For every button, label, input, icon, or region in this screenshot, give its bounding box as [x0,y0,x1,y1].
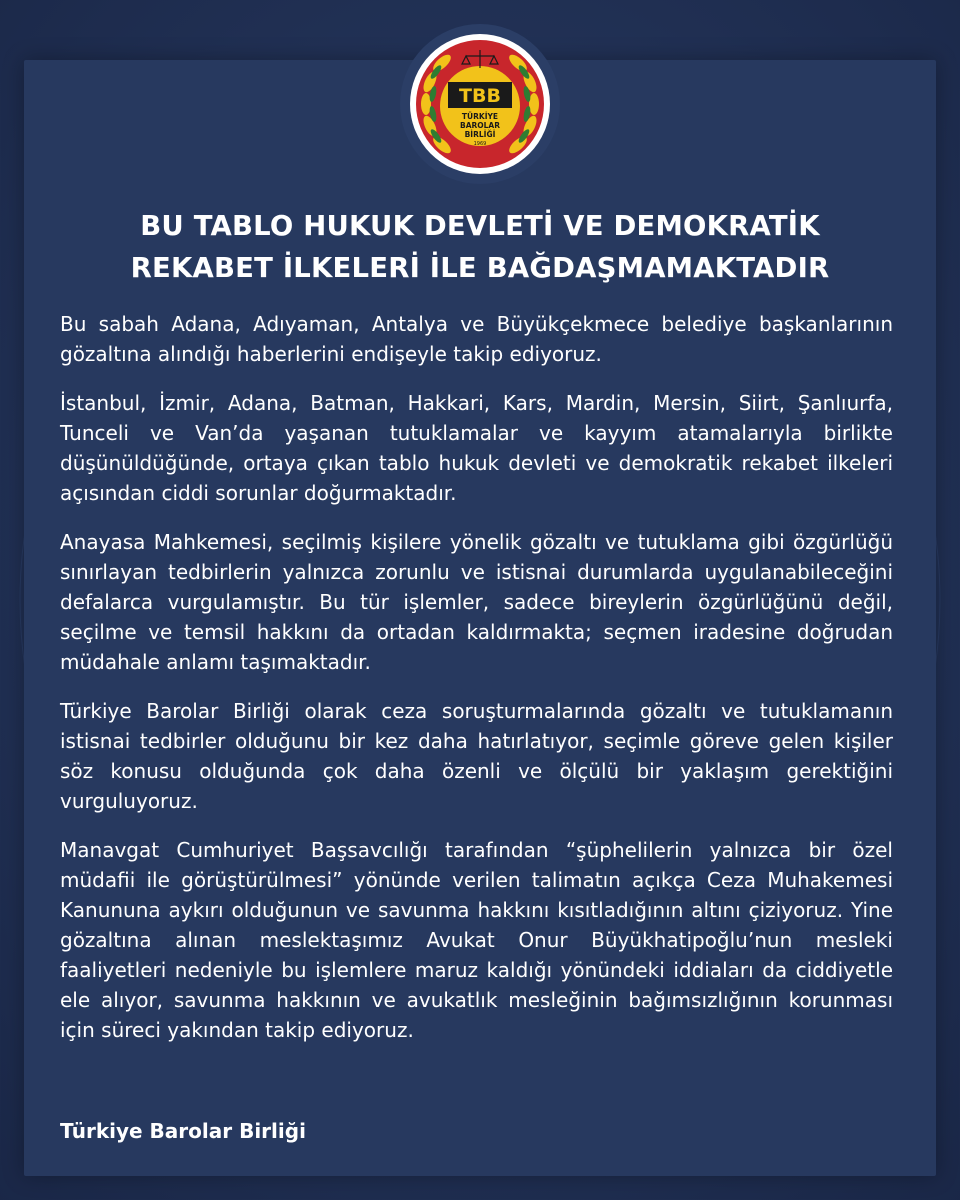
logo-text-line-2: BAROLAR [459,121,501,130]
logo-text-line-1: TÜRKİYE [461,112,499,121]
statement-body [60,309,893,1064]
paragraph-4: Türkiye Barolar Birliği olarak ceza soruşturmalarında gözaltı ve tutuklamanın istisnai tedbirler olduğunu bir kez daha hatırlatıyor, seçimle göreve gelen kişiler söz konusu olduğunda çok daha özenli ve ölçülü bir yaklaşım gerektiğini vurguluyoruz. [60,699,893,813]
title-line-1: BU TABLO HUKUK DEVLETİ VE DEMOKRATİK [140,210,820,242]
paragraph-2: İstanbul, İzmir, Adana, Batman, Hakkari, Kars, Mardin, Mersin, Siirt, Şanlıurfa, Tunceli ve Van’da yaşanan tutuklamalar ve kayyım atamalarıyla birlikte düşünüldüğünde, ortaya çıkan tablo hukuk devleti ve demokratik rekabet ilkeleri açısından ciddi sorunlar doğurmaktadır. [60,391,893,505]
paragraph-5: Manavgat Cumhuriyet Başsavcılığı tarafından “şüphelilerin yalnızca bir özel müdafii ile görüştürülmesi” yönünde verilen talimatın açıkça Ceza Muhakemesi Kanununa aykırı olduğunun ve savunma hakkını kısıtladığının altını çiziyoruz. Yine gözaltına alınan meslektaşımız Avukat Onur Büyükhatipoğlu’nun mesleki faaliyetleri nedeniyle bu işlemlere maruz kaldığı yönündeki iddiaları da ciddiyetle ele alıyor, savunma hakkının ve avukatlık mesleğinin bağımsızlığının korunması için süreci yakından takip ediyoruz. [60,838,893,1042]
logo [400,24,560,184]
bar-association-seal-icon [400,24,560,184]
statement-title [60,205,900,289]
logo-text-line-3: BİRLİĞİ [464,130,496,139]
title-line-2: REKABET İLKELERİ İLE BAĞDAŞMAMAKTADIR [130,252,830,284]
signature: Türkiye Barolar Birliği [60,1119,306,1143]
paragraph-1: Bu sabah Adana, Adıyaman, Antalya ve Büyükçekmece belediye başkanlarının gözaltına alındığı haberlerini endişeyle takip ediyoruz. [60,312,893,366]
paragraph-3: Anayasa Mahkemesi, seçilmiş kişilere yönelik gözaltı ve tutuklama gibi özgürlüğü sınırlayan tedbirlerin yalnızca zorunlu ve istisnai durumlarda uygulanabileceğini defalarca vurgulamıştır. Bu tür işlemler, sadece bireylerin özgürlüğünü değil, seçilme ve temsil hakkını da ortadan kaldırmakta; seçmen iradesine doğrudan müdahale anlamı taşımaktadır. [60,530,893,674]
logo-monogram: TBB [459,85,501,107]
logo-year: 1969 [473,141,487,147]
